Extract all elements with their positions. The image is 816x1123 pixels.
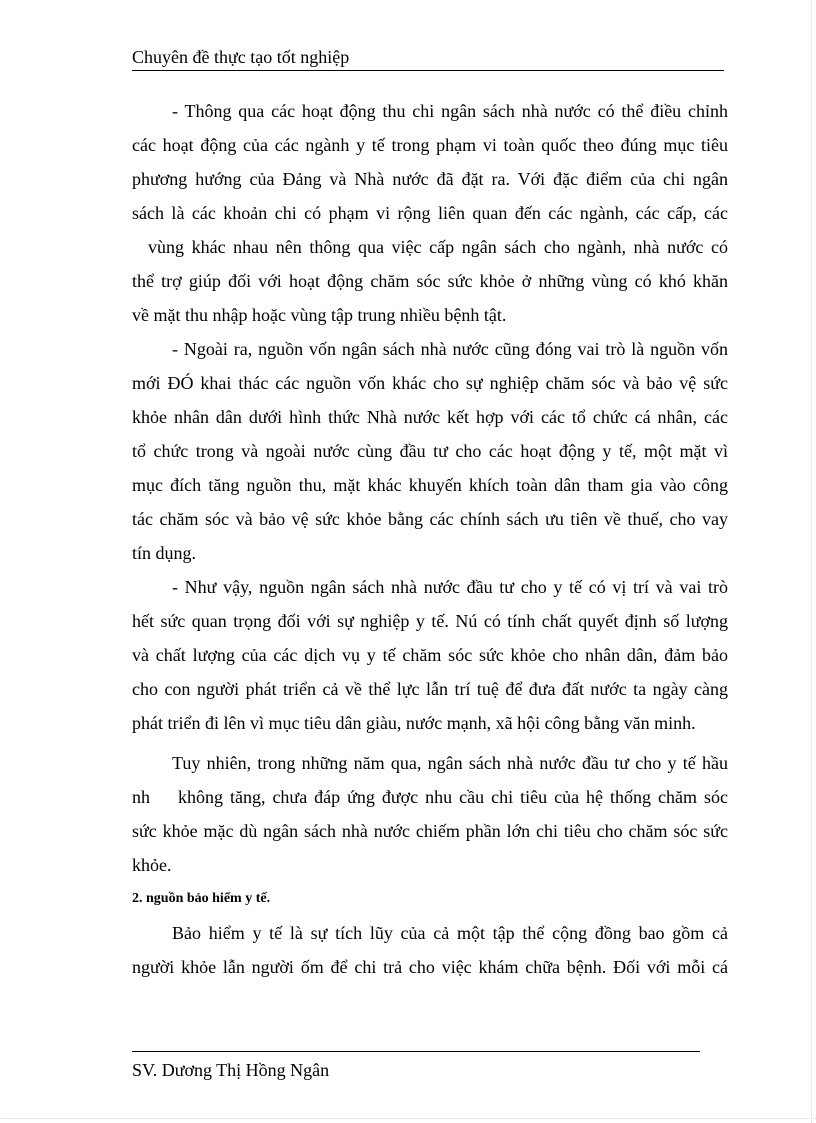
paragraph-line: tín dụng. xyxy=(132,543,197,563)
paragraph-line: cho con người phát triển cả về thể lực lẫn trí tuệ để đưa đất nước ta ngày càng xyxy=(132,679,728,699)
paragraph-line: khỏe. xyxy=(132,855,172,875)
paragraph-line: mới ĐÓ khai thác các nguồn vốn khác cho sự nghiệp chăm sóc và bảo vệ sức xyxy=(132,373,728,393)
paragraph-line: khỏe nhân dân dưới hình thức Nhà nước kết hợp với các tổ chức cá nhân, các xyxy=(132,407,728,427)
paragraph-line: - Ngoài ra, nguồn vốn ngân sách nhà nước cũng đóng vai trò là nguồn vốn xyxy=(172,339,728,359)
paragraph-line: Bảo hiểm y tế là sự tích lũy của cả một tập thể cộng đồng bao gồm cả xyxy=(172,923,728,943)
section-heading: 2. nguồn bảo hiểm y tế. xyxy=(132,891,271,906)
paragraph-line: phương hướng của Đảng và Nhà nước đã đặt ra. Với đặc điểm của chi ngân xyxy=(132,169,728,189)
paragraph-line: - Thông qua các hoạt động thu chi ngân sách nhà nước có thể điều chỉnh xyxy=(172,101,728,121)
paragraph-line: sách là các khoản chi có phạm vi rộng liên quan đến các ngành, các cấp, các xyxy=(132,203,728,223)
paragraph-line: và chất lượng của các dịch vụ y tế chăm sóc sức khỏe cho nhân dân, đảm bảo xyxy=(132,645,728,665)
paragraph-line: tổ chức trong và ngoài nước cùng đầu tư cho các hoạt động y tế, một mặt vì xyxy=(132,441,728,461)
paragraph-line: các hoạt động của các ngành y tế trong phạm vi toàn quốc theo đúng mục tiêu xyxy=(132,135,728,155)
paragraph-line: mục đích tăng nguồn thu, mặt khác khuyến khích toàn dân tham gia vào công xyxy=(132,475,728,495)
paragraph-line: sức khỏe mặc dù ngân sách nhà nước chiếm phần lớn chi tiêu cho chăm sóc sức xyxy=(132,821,728,841)
paragraph-line: về mặt thu nhập hoặc vùng tập trung nhiều bệnh tật. xyxy=(132,305,507,325)
paragraph-line: thể trợ giúp đối với hoạt động chăm sóc sức khỏe ở những vùng có khó khăn xyxy=(132,271,728,291)
footer-divider xyxy=(132,1051,700,1052)
document-body xyxy=(132,94,728,984)
paragraph-line: nh không tăng, chưa đáp ứng được nhu cầu chi tiêu của hệ thống chăm sóc xyxy=(132,787,728,807)
page-boundary-right xyxy=(811,0,812,1123)
paragraph-line: phát triển đi lên vì mục tiêu dân giàu, nước mạnh, xã hội công bằng văn minh. xyxy=(132,713,696,733)
page-boundary-bottom xyxy=(0,1118,816,1119)
paragraph-line: Tuy nhiên, trong những năm qua, ngân sách nhà nước đầu tư cho y tế hầu xyxy=(172,753,728,773)
footer-author: SV. Dương Thị Hồng Ngân xyxy=(132,1060,330,1080)
paragraph-line: vùng khác nhau nên thông qua việc cấp ngân sách cho ngành, nhà nước có xyxy=(148,237,728,257)
page-header-title: Chuyên đề thực tạo tốt nghiệp xyxy=(132,44,724,71)
paragraph-line: hết sức quan trọng đối với sự nghiệp y tế. Nú có tính chất quyết định số lượng xyxy=(132,611,728,631)
paragraph-line: người khỏe lẫn người ốm để chi trả cho việc khám chữa bệnh. Đối với mỗi cá xyxy=(132,957,728,977)
paragraph-line: - Như vậy, nguồn ngân sách nhà nước đầu tư cho y tế có vị trí và vai trò xyxy=(172,577,728,597)
paragraph-line: tác chăm sóc và bảo vệ sức khỏe bằng các chính sách ưu tiên về thuế, cho vay xyxy=(132,509,728,529)
